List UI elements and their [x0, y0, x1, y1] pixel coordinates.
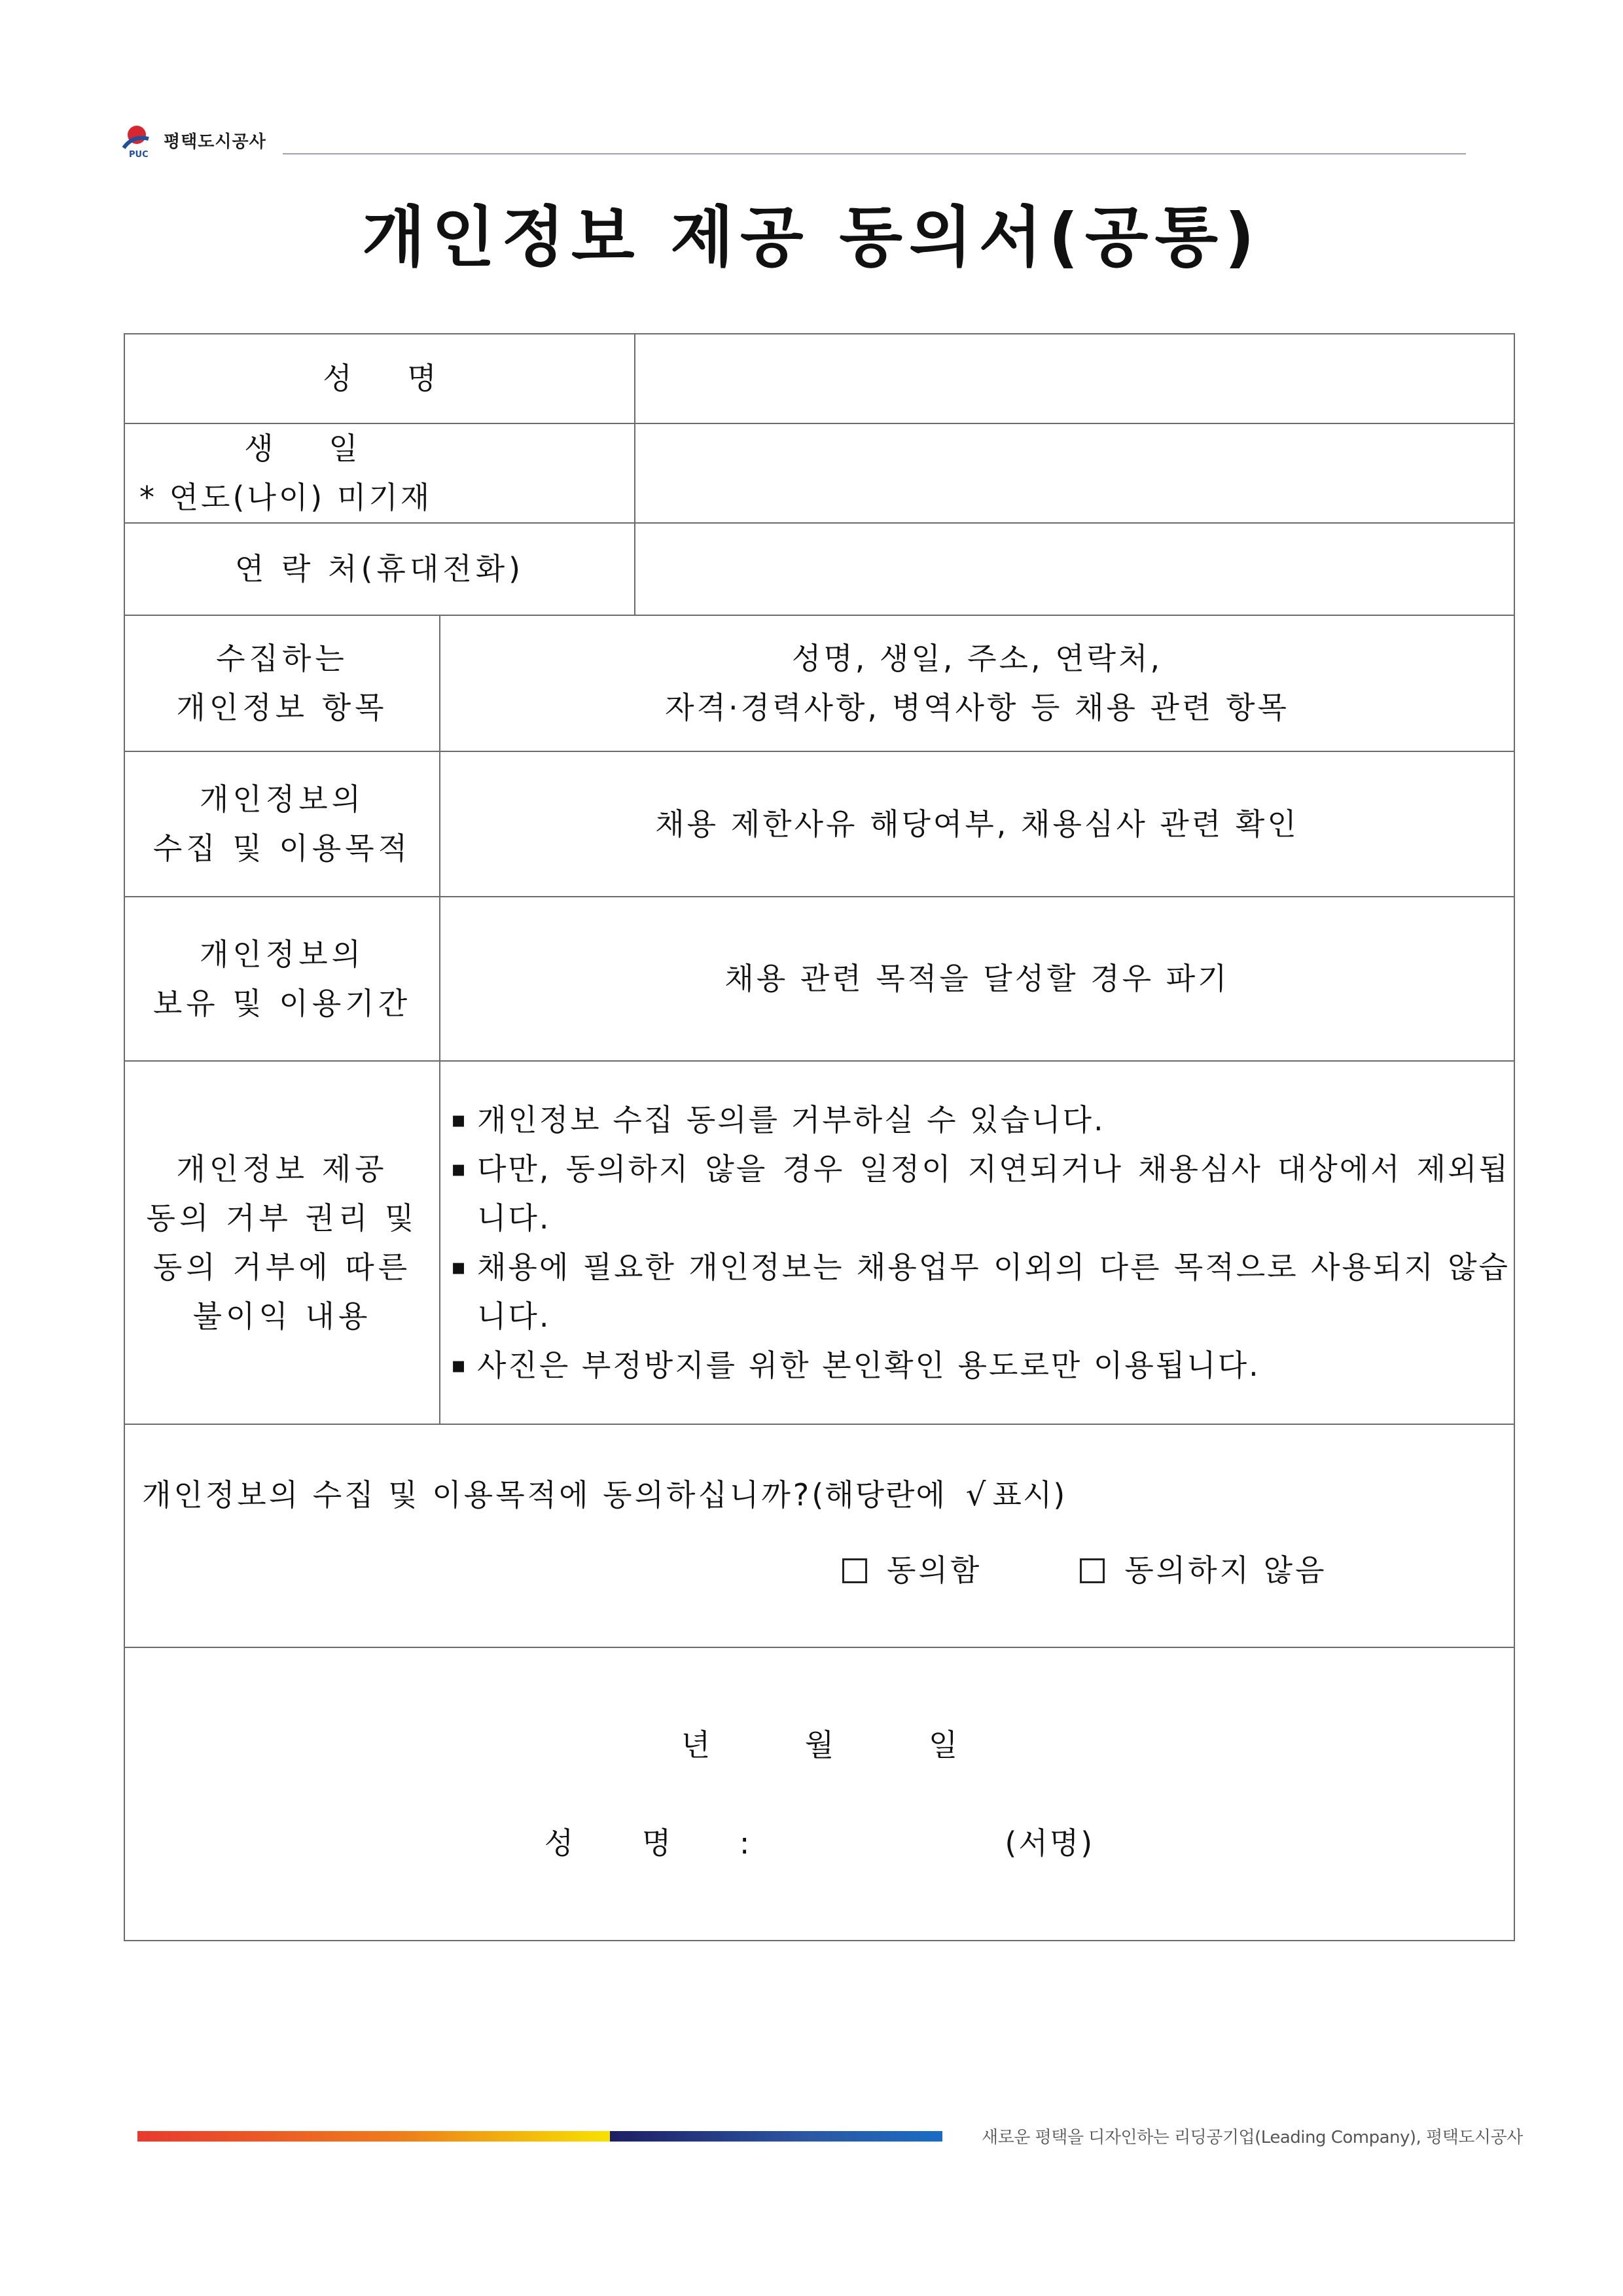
name-label: 성 명 — [323, 361, 437, 396]
consent-question: 개인정보의 수집 및 이용목적에 동의하십니까? — [142, 1477, 812, 1513]
consent-question-line — [142, 1471, 1514, 1520]
purpose-label-cell — [124, 751, 440, 897]
refusal-bullet-list — [440, 1096, 1514, 1390]
collect-items-row — [124, 615, 1514, 751]
agree-option[interactable] — [842, 1546, 982, 1595]
consent-choices — [142, 1546, 1514, 1595]
birth-input-cell[interactable] — [635, 423, 1514, 523]
contact-label: 연 락 처(휴대전화) — [234, 551, 525, 586]
collect-items-label-2: 개인정보 항목 — [176, 690, 388, 725]
footer-bar-cool — [610, 2131, 942, 2142]
purpose-label-1: 개인정보의 — [199, 781, 365, 817]
retention-value-cell — [440, 897, 1514, 1061]
name-input-cell[interactable] — [635, 334, 1514, 423]
checkmark-icon: √ — [965, 1476, 989, 1513]
company-logo — [120, 122, 156, 158]
consent-row — [124, 1424, 1514, 1647]
refusal-label-3: 동의 거부에 따른 — [152, 1249, 412, 1285]
footer-bar-warm — [137, 2131, 610, 2142]
contact-label-cell — [124, 523, 635, 615]
logo-mark-text: PUC — [129, 150, 149, 158]
header-divider — [283, 153, 1466, 154]
collect-items-label-cell — [124, 615, 440, 751]
purpose-value: 채용 제한사유 해당여부, 채용심사 관련 확인 — [655, 806, 1299, 842]
consent-hint-before: (해당란에 — [812, 1477, 946, 1513]
refusal-row — [124, 1061, 1514, 1424]
refusal-label-2: 동의 거부 권리 및 — [146, 1200, 418, 1236]
retention-label-1: 개인정보의 — [199, 936, 365, 972]
refusal-bullet: ▪ 채용에 필요한 개인정보는 채용업무 이외의 다른 목적으로 사용되지 않습니다. — [451, 1243, 1510, 1341]
collect-items-label-1: 수집하는 — [216, 641, 348, 676]
consent-form-table — [124, 333, 1515, 1941]
agree-checkbox[interactable] — [842, 1558, 867, 1583]
disagree-label: 동의하지 않음 — [1124, 1552, 1327, 1588]
refusal-value-cell — [440, 1061, 1514, 1424]
birth-label: 생 일 — [244, 431, 358, 466]
footer-slogan: 새로운 평택을 디자인하는 리딩공기업(Leading Company), 평택도시공사 — [982, 2128, 1523, 2147]
refusal-label-1: 개인정보 제공 — [176, 1151, 388, 1187]
purpose-row — [124, 751, 1514, 897]
retention-label-cell — [124, 897, 440, 1061]
name-label-cell — [124, 334, 635, 423]
signature-line — [125, 1819, 1514, 1868]
signature-note: (서명) — [1005, 1825, 1095, 1861]
contact-row — [124, 523, 1514, 615]
contact-input-cell[interactable] — [635, 523, 1514, 615]
disagree-checkbox[interactable] — [1080, 1558, 1105, 1583]
document-title: 개인정보 제공 동의서(공통) — [362, 199, 1261, 276]
refusal-label-4: 불이익 내용 — [192, 1298, 372, 1334]
consent-cell — [124, 1424, 1514, 1647]
refusal-bullet: ▪ 개인정보 수집 동의를 거부하실 수 있습니다. — [451, 1096, 1510, 1145]
company-name: 평택도시공사 — [164, 132, 266, 152]
refusal-label-cell — [124, 1061, 440, 1424]
purpose-label-2: 수집 및 이용목적 — [152, 831, 412, 866]
birth-label-cell — [124, 423, 635, 523]
refusal-bullet: ▪ 다만, 동의하지 않을 경우 일정이 지연되거나 채용심사 대상에서 제외됩니다. — [451, 1145, 1510, 1243]
name-row — [124, 334, 1514, 423]
retention-row — [124, 897, 1514, 1061]
agree-label: 동의함 — [887, 1552, 982, 1588]
collect-items-value-cell — [440, 615, 1514, 751]
signature-name-label: 성 명 : — [544, 1825, 750, 1861]
collect-items-value-1: 성명, 생일, 주소, 연락처, — [791, 641, 1163, 676]
retention-value: 채용 관련 목적을 달성할 경우 파기 — [724, 961, 1230, 996]
disagree-option[interactable] — [1080, 1546, 1327, 1595]
date-line[interactable]: 년 월 일 — [681, 1727, 958, 1763]
birth-note: * 연도(나이) 미기재 — [139, 480, 433, 515]
birth-row — [124, 423, 1514, 523]
retention-label-2: 보유 및 이용기간 — [152, 985, 412, 1021]
signature-cell — [124, 1647, 1514, 1941]
collect-items-value-2: 자격·경력사항, 병역사항 등 채용 관련 항목 — [665, 690, 1289, 725]
purpose-value-cell — [440, 751, 1514, 897]
consent-hint-after: 표시) — [992, 1477, 1067, 1513]
refusal-bullet: ▪ 사진은 부정방지를 위한 본인확인 용도로만 이용됩니다. — [451, 1341, 1510, 1390]
signature-row — [124, 1647, 1514, 1941]
